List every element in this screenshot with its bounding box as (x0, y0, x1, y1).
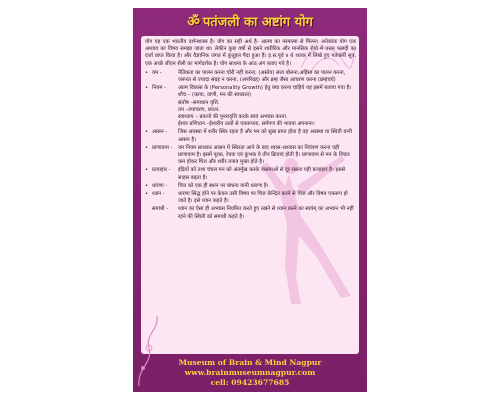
item-line: जिस अवस्था में शरीर स्थिर रहता है और मन को सुख प्राप्त होता है वह अवस्था या स्थिती यानी आसन है। (178, 129, 352, 143)
item-body (178, 70, 356, 84)
item-head: यम - (152, 69, 162, 76)
item-dhyana (145, 191, 356, 205)
item-body (178, 191, 356, 205)
museum-website: www.brainmuseumnagpur.com (184, 368, 316, 377)
item-line: धारणा सिद्ध होने पर केवल उसी विषय पर चित्त केन्द्रित करने से चित्त और विषय एकरूप हो जाते है। इसे ध्यान कहते है। (178, 191, 348, 205)
poster-title-text: पतंजली का अष्टांग योग (202, 15, 313, 30)
poster-title (133, 10, 367, 34)
bullet: • (145, 129, 149, 136)
item-head: प्रत्याहार - (152, 167, 171, 174)
item-dharana (145, 183, 356, 190)
item-head: ध्यान - (152, 191, 165, 198)
item-niyama (145, 85, 356, 128)
bullet (145, 206, 152, 220)
item-line: संतोष –समाधान वृत्ति. (178, 99, 220, 106)
intro-paragraph: योग यह एक भारतीय दर्शनशास्त्र है। योग का सही अर्थ है- आत्मा का परमात्मा से मिलन। अनेकांक योग एक अध्याय का विषय समझा जाता था। लेकीन कुछ वर्षो से इसने शारीरिक और मानसिक रोगो में उत्तम फलदी का दर्जा प्राप्त किया है। और वैज्ञानिक जगत में कुतूहल पैदा हुआ है। इ.स.पूर्व ४ थे शतक में लिखे हुए पतंजली सूत्र, एक अच्छे जीवन शैली का मार्गदर्शक है। योग साधना के आठ अंग बताए गये है। (145, 39, 356, 67)
item-head: धारणा - (152, 182, 168, 189)
yoga-poster (133, 8, 367, 392)
item-line: नैतिकता का पालन करना चोरी नहीं करना, (अस्तेय) सत्य बोलना,अहिंसा का पालन करना, जरूरत से ज्यादा संग्रह न करना, (अपरिग्रह) और ब्रम्ह जैसा आचरण करना (ब्रम्हचर्य) (178, 69, 346, 84)
museum-name: Museum of Brain & Mind Nagpur (178, 358, 322, 367)
item-line: चित्त को एक ही स्थान पर बांधना यानी धारणा है। (178, 182, 269, 189)
item-line: ईश्वर प्रणिधान –ईश्वरीय तत्वों से एकरूपता, सर्मपण की भावना अपनाना। (178, 121, 315, 128)
item-pratyahara (145, 167, 356, 181)
bullet: • (145, 69, 149, 76)
bullet: • (145, 85, 149, 92)
item-head: समाधी - (152, 206, 169, 213)
item-line: इंद्रियों को तथा चंचल मन को अंतर्मुख करके वासनाओं से दूर रखना यही प्रत्याहार है। इससे साहस बढ़ता है। (178, 167, 346, 181)
item-pranayama (145, 145, 356, 167)
museum-phone: cell: 09423677685 (210, 378, 290, 387)
item-head: आसन - (152, 129, 168, 136)
bullet: • (145, 191, 149, 198)
item-line: तप –तपाचरण, प्रयत्न. (178, 106, 220, 113)
item-asana (145, 129, 356, 143)
item-samadhi (145, 206, 356, 220)
item-yama (145, 70, 356, 84)
item-line: आत्म विकास के (Personality Growth) हेतु क्या करना चाहिये यह इसमें बताया गया है। (178, 85, 352, 92)
museum-footer (133, 358, 367, 388)
item-line: ध्यान का ऐसा ही अभ्यास नियमित करते हुए रखने से ध्यान करने का स्वयंम् का अभ्यान भी नहीं रहने की स्थिती को समाधी कहते है। (178, 206, 354, 220)
item-body (178, 129, 356, 143)
item-head: नियम - (152, 85, 166, 92)
item-line: शौच – (काया, वाणी, मन की स्वच्छता) (178, 92, 252, 99)
item-line: स्वाध्याय – प्रयत्नो की पुनरावृत्ति करके स्वयं अभ्यास करना. (178, 114, 288, 121)
item-body (178, 167, 356, 181)
bullet: • (145, 182, 149, 189)
text-card (141, 36, 359, 354)
item-body (178, 145, 356, 167)
om-symbol: ॐ (187, 14, 200, 30)
item-body (178, 206, 356, 220)
item-line: यम नियम साधकर आसन में स्थिरता आने के बाद श्वास–प्रश्वास का नियंत्रण करना यही प्राणायाम है। इसमें पूरक, रेचक एवं कुंभक ये तीन क्रियाएं होती है। प्राणायाम से मन के विचार कम होकर चित्त और शरीर तनाव मुक्त होते है। (178, 144, 350, 166)
text-body (145, 39, 356, 221)
bullet: • (145, 167, 149, 174)
item-head: प्राणायाम - (152, 144, 173, 151)
bullet: • (145, 144, 149, 151)
item-body (178, 85, 356, 128)
item-body (178, 183, 356, 190)
